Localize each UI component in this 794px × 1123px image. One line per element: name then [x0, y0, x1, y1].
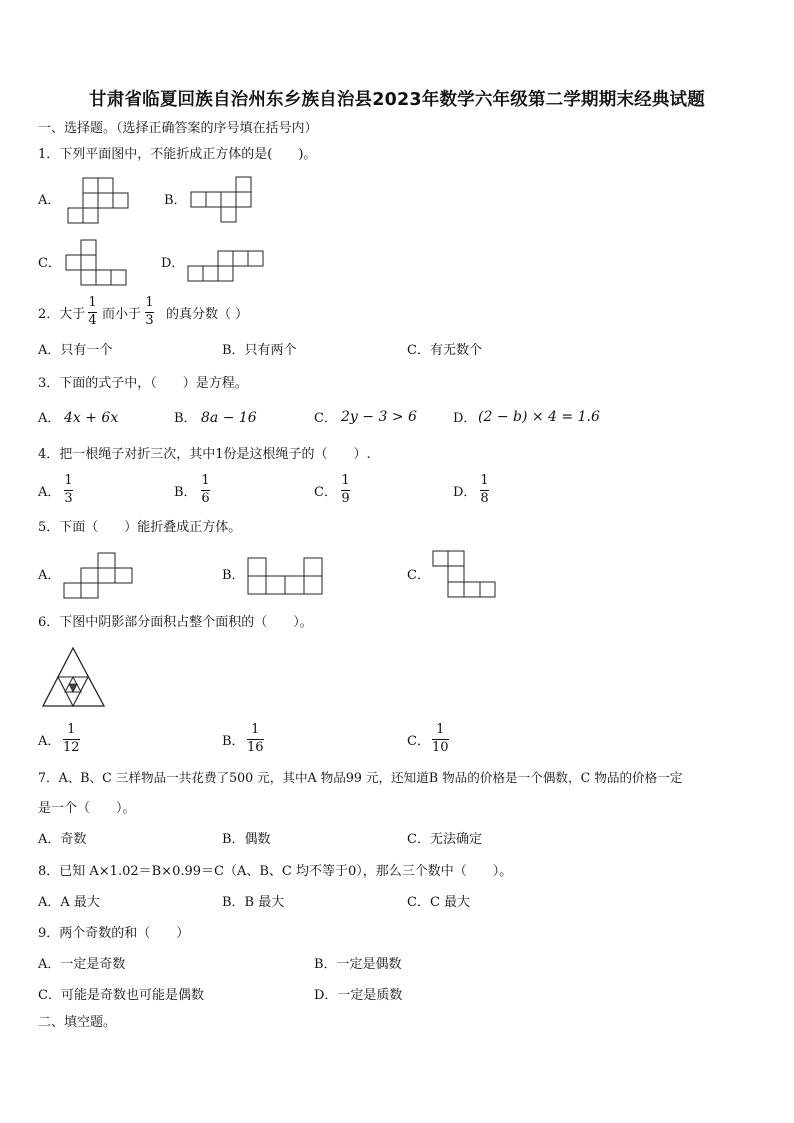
q4-option-d-label: D． — [453, 485, 477, 500]
question-2-middle: 而小于 — [102, 307, 142, 322]
question-2-fraction-upper — [145, 296, 154, 328]
q4-option-a-fraction — [64, 474, 73, 506]
question-7-text-line1: 7．A、B、C 三样物品一共花费了500 元，其中A 物品99 元，还知道B 物品的价格是一个偶数，C 物品的价格一定 — [38, 770, 683, 785]
fraction-denominator: 3 — [145, 313, 154, 328]
q7-option-a: A．奇数 — [38, 832, 87, 847]
question-1-text: 1．下列平面图中，不能折成正方体的是( )。 — [38, 147, 317, 162]
question-2-suffix: 的真分数（ ） — [166, 307, 249, 322]
q1-option-a-net — [67, 178, 131, 224]
q7-option-c: C．无法确定 — [407, 832, 482, 847]
q8-option-c: C．C 最大 — [407, 895, 471, 910]
q4-option-d-fraction — [480, 474, 489, 506]
section-heading-choice: 一、选择题。（选择正确答案的序号填在括号内） — [38, 121, 318, 136]
fraction-denominator: 16 — [247, 740, 264, 755]
question-9-text: 9．两个奇数的和（ ） — [38, 926, 190, 941]
q1-option-c-net — [65, 240, 127, 286]
fraction-numerator: 1 — [251, 722, 260, 737]
page-title: 甘肃省临夏回族自治州东乡族自治县2023年数学六年级第二学期期末经典试题 — [89, 90, 705, 110]
q9-option-c: C．可能是奇数也可能是偶数 — [38, 988, 204, 1003]
section-heading-fill-in: 二、填空题。 — [38, 1015, 117, 1030]
fraction-numerator: 1 — [145, 295, 154, 310]
q6-option-a-fraction — [63, 723, 80, 755]
question-2-fraction-lower — [88, 296, 97, 328]
q5-option-c-net — [432, 550, 498, 599]
q4-option-c-fraction — [341, 474, 350, 506]
q1-option-b-label: B． — [164, 193, 187, 208]
q3-option-a-expr: 4x + 6x — [64, 410, 119, 426]
question-5-text: 5．下面（ ）能折叠成正方体。 — [38, 520, 242, 535]
q2-option-a: A．只有一个 — [38, 343, 113, 358]
q1-option-d-net — [188, 250, 266, 282]
q8-option-b: B．B 最大 — [222, 895, 285, 910]
q5-option-c-label: C． — [407, 568, 430, 583]
q5-option-b-net — [247, 557, 325, 595]
question-2-prefix: 2．大于 — [38, 307, 86, 322]
q4-option-b-label: B． — [174, 485, 197, 500]
fraction-denominator: 10 — [432, 740, 449, 755]
q2-option-b: B．只有两个 — [222, 343, 297, 358]
fraction-denominator: 8 — [480, 491, 489, 506]
fraction-numerator: 1 — [64, 473, 73, 488]
q6-option-b-label: B． — [222, 734, 245, 749]
q5-option-a-net — [64, 552, 136, 599]
fraction-denominator: 9 — [341, 491, 350, 506]
fraction-denominator: 4 — [88, 313, 97, 328]
q6-option-c-label: C． — [407, 734, 430, 749]
q2-option-c: C．有无数个 — [407, 343, 482, 358]
fraction-denominator: 12 — [63, 740, 80, 755]
q8-option-a: A．A 最大 — [38, 895, 100, 910]
fraction-numerator: 1 — [480, 473, 489, 488]
question-6-text: 6．下图中阴影部分面积占整个面积的（ ）。 — [38, 615, 313, 630]
q6-option-a-label: A． — [38, 734, 61, 749]
q3-option-c-expr: 2y − 3 > 6 — [341, 409, 417, 425]
fraction-numerator: 1 — [88, 295, 97, 310]
q3-option-d-label: D． — [453, 411, 477, 426]
fraction-numerator: 1 — [201, 473, 210, 488]
q3-option-d-expr: (2 − b) × 4 = 1.6 — [478, 409, 600, 425]
q4-option-b-fraction — [201, 474, 210, 506]
q6-triangle-figure — [40, 646, 108, 708]
fraction-denominator: 3 — [64, 491, 73, 506]
q6-option-c-fraction — [432, 723, 449, 755]
question-3-text: 3．下面的式子中，（ ）是方程。 — [38, 376, 248, 391]
q4-option-c-label: C． — [314, 485, 337, 500]
q3-option-b-expr: 8a − 16 — [201, 410, 257, 426]
q9-option-d: D．一定是质数 — [314, 988, 403, 1003]
q1-option-a-label: A． — [38, 193, 61, 208]
q9-option-b: B．一定是偶数 — [314, 957, 402, 972]
q3-option-b-label: B． — [174, 411, 197, 426]
question-8-text: 8．已知 A×1.02＝B×0.99＝C（A、B、C 均不等于0），那么三个数中（ ）。 — [38, 864, 513, 879]
q1-option-d-label: D． — [161, 256, 185, 271]
q4-option-a-label: A． — [38, 485, 61, 500]
fraction-numerator: 1 — [67, 722, 76, 737]
q6-option-b-fraction — [247, 723, 264, 755]
q1-option-c-label: C． — [38, 256, 61, 271]
q3-option-c-label: C． — [314, 411, 337, 426]
fraction-denominator: 6 — [201, 491, 210, 506]
question-7-text-line2: 是一个（ ）。 — [38, 801, 136, 816]
question-4-text: 4．把一根绳子对折三次，其中1份是这根绳子的（ ）. — [38, 447, 371, 462]
fraction-numerator: 1 — [341, 473, 350, 488]
q5-option-b-label: B． — [222, 568, 245, 583]
q5-option-a-label: A． — [38, 568, 61, 583]
q9-option-a: A．一定是奇数 — [38, 957, 126, 972]
q3-option-a-label: A． — [38, 411, 61, 426]
fraction-numerator: 1 — [436, 722, 445, 737]
q7-option-b: B．偶数 — [222, 832, 271, 847]
q1-option-b-net — [191, 177, 253, 223]
